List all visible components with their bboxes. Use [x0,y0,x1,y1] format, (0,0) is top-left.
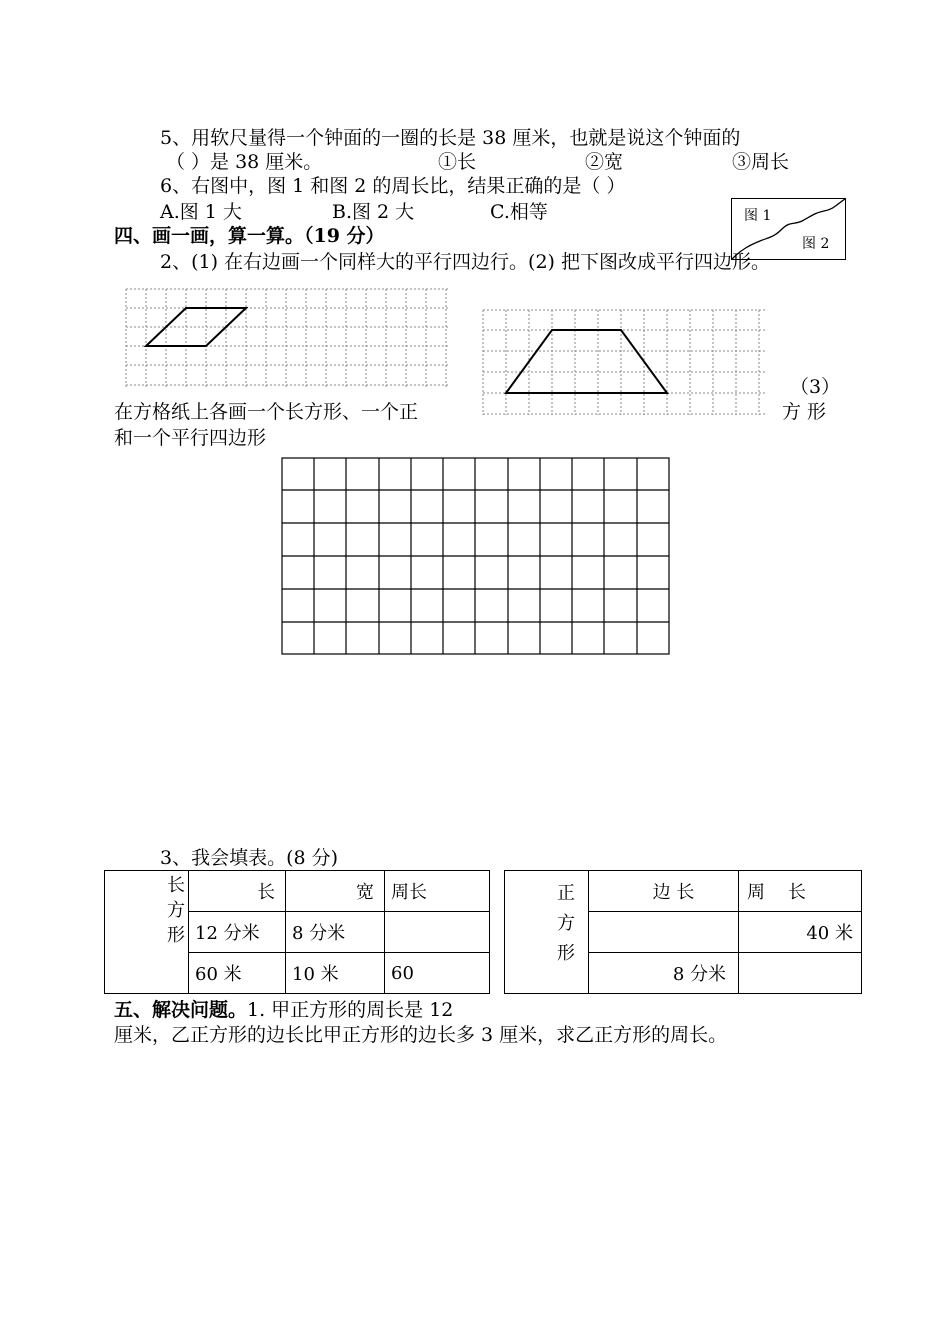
rect-header-width: 宽 [286,871,385,912]
square-header-perimeter: 周 长 [739,871,862,912]
square-cell: 8 分米 [589,953,739,994]
section-5-heading: 五、解决问题。 [114,999,248,1021]
q4-2-text: 2、(1) 在右边画一个同样大的平行四边行。(2) 把下图改成平行四边形。 [160,251,770,273]
square-cell: 40 米 [739,912,862,953]
rect-row-label [105,871,189,994]
rect-cell: 60 [385,953,490,994]
trapezoid-shape [506,330,667,393]
rect-label-char: 形 [167,925,185,946]
square-table [504,870,862,994]
rect-cell: 12 分米 [189,912,286,953]
section-5-q1-start: 1. 甲正方形的周长是 12 [247,999,454,1021]
dotted-grid-trapezoid [482,309,768,417]
figure-label-2: 图 2 [802,236,830,252]
square-label-char: 正 [557,883,575,904]
rect-header-length: 长 [189,871,286,912]
rectangle-table [104,870,490,994]
square-row-label [505,871,589,994]
q6-option-b: B.图 2 大 [332,201,415,223]
square-label-char: 形 [557,943,575,964]
q4-3-text-line2: 和一个平行四边形 [114,427,267,449]
q6-option-c: C.相等 [490,201,548,223]
q5-text: 5、用软尺量得一个钟面的一圈的长是 38 厘米，也就是说这个钟面的 [160,127,741,149]
q6-text: 6、右图中，图 1 和图 2 的周长比，结果正确的是（ ） [160,175,626,197]
rect-label-char: 方 [167,900,185,921]
q5-blank: （ ）是 38 厘米。 [166,151,323,173]
figure-label-1: 图 1 [744,208,772,224]
square-header-side: 边 长 [589,871,739,912]
rect-label-char: 长 [167,875,185,896]
rect-header-perimeter: 周长 [385,871,490,912]
q5-option-1: ①长 [438,151,477,173]
q6-option-a: A.图 1 大 [160,201,242,223]
q3-fill-title: 3、我会填表。(8 分) [160,847,339,869]
section-4-heading: 四、画一画，算一算。（19 分） [114,225,385,247]
square-label-char: 方 [557,913,575,934]
rect-cell: 60 米 [189,953,286,994]
q4-3-text-right: 方 形 [782,401,827,423]
rect-answer-cell[interactable] [385,912,490,953]
drawing-grid[interactable] [281,457,671,656]
section-5-line1 [114,998,453,1022]
square-answer-cell[interactable] [589,912,739,953]
q5-option-2: ②宽 [585,151,624,173]
dotted-grid-parallelogram [125,288,450,388]
section-5-line2: 厘米，乙正方形的边长比甲正方形的边长多 3 厘米，求乙正方形的周长。 [114,1024,728,1046]
rect-cell: 8 分米 [286,912,385,953]
q4-3-number: （3） [790,376,841,398]
square-answer-cell[interactable] [739,953,862,994]
q5-option-3: ③周长 [732,151,790,173]
rect-cell: 10 米 [286,953,385,994]
q4-3-text-left: 在方格纸上各画一个长方形、一个正 [114,401,419,423]
